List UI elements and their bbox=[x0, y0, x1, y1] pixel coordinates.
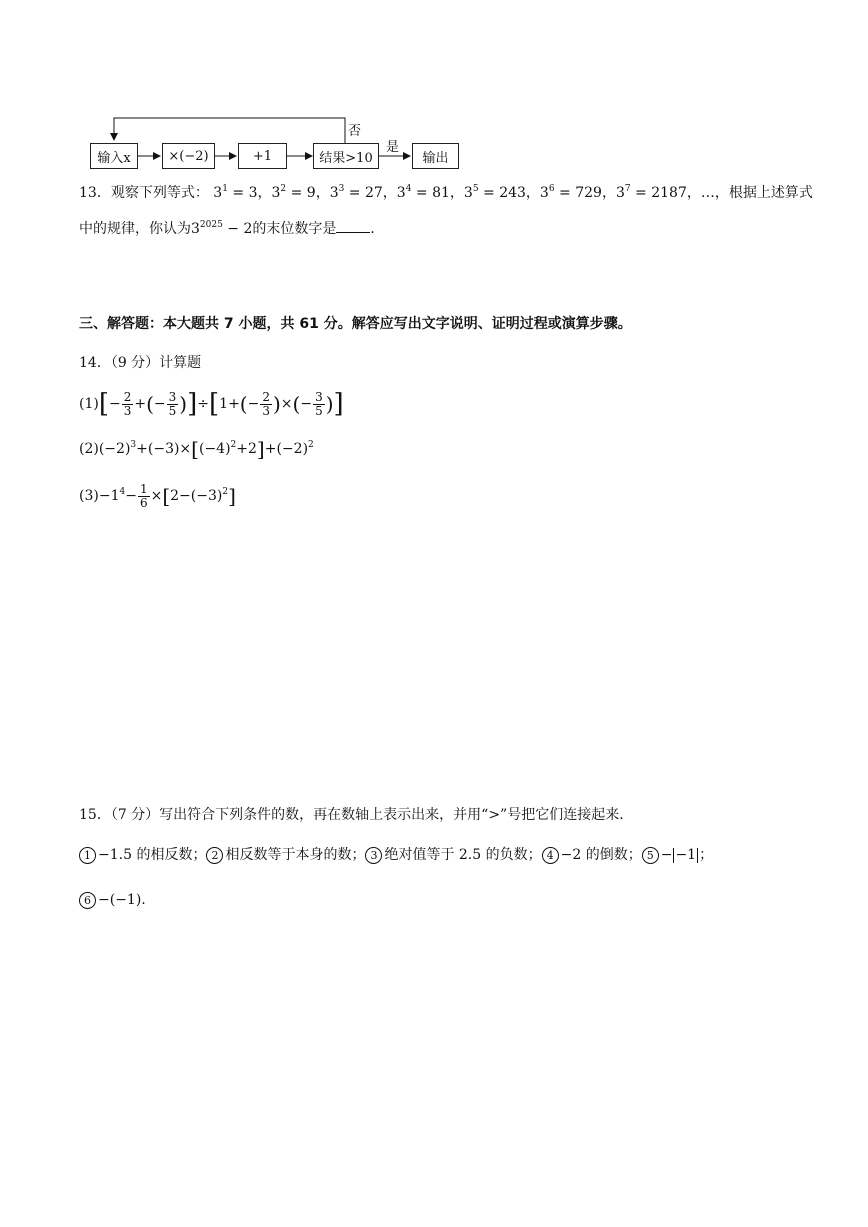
q13-eq-base: 3 bbox=[615, 185, 625, 201]
q13-comma: ， bbox=[449, 185, 464, 201]
q13-answer-blank[interactable] bbox=[336, 218, 370, 233]
q13-equation bbox=[540, 185, 602, 201]
q13-eq-base: 3 bbox=[271, 185, 281, 201]
q13-eq-exp: 2 bbox=[280, 184, 287, 194]
q14-p3-label: (3) bbox=[79, 488, 99, 504]
q15-item-4: −2 的倒数； bbox=[560, 847, 642, 863]
q13-expr-exp: 2025 bbox=[199, 220, 223, 230]
label-no: 否 bbox=[348, 124, 362, 139]
q13-comma: ， bbox=[315, 185, 330, 201]
q13-eq-rhs: = 3 bbox=[227, 185, 258, 201]
q13-eq-base: 3 bbox=[463, 185, 473, 201]
q13-eq-exp: 5 bbox=[472, 184, 479, 194]
flow-box-input: 输入x bbox=[90, 143, 138, 169]
flow-box-multiply: ×(−2) bbox=[162, 143, 215, 169]
q13-intro: 观察下列等式： bbox=[110, 185, 209, 201]
q15-item-2: 相反数等于本身的数； bbox=[225, 847, 366, 863]
q13-eq-base: 3 bbox=[539, 185, 549, 201]
q13-tail: ，…，根据上述算式 bbox=[686, 185, 813, 201]
flow-box-condition: 结果>10 bbox=[313, 143, 379, 169]
q13-eq-rhs: = 243 bbox=[478, 185, 526, 201]
q13-eq-exp: 4 bbox=[405, 184, 412, 194]
q13-equation bbox=[616, 185, 687, 201]
q14-part3: (3) $-1^4-$ $\frac{1}{6}$ $\times[2-(-3)^2]$ bbox=[79, 481, 236, 510]
q15-item-6-expr: −(−1) bbox=[98, 892, 142, 908]
q13-line1 bbox=[79, 183, 813, 203]
q15-items-line2 bbox=[79, 890, 146, 910]
section3-title: 三、解答题：本大题共 7 小题，共 61 分。解答应写出文字说明、证明过程或演算步骤。 bbox=[79, 316, 632, 332]
q13-end: ． bbox=[370, 221, 385, 237]
q15-item-6: . bbox=[141, 892, 146, 908]
flow-box-output: 输出 bbox=[412, 143, 459, 169]
q13-equation bbox=[213, 185, 257, 201]
circled-3: 3 bbox=[365, 847, 382, 864]
q15-header: 15．（7 分）写出符合下列条件的数，再在数轴上表示出来，并用“>”号把它们连接起来． bbox=[79, 807, 634, 823]
q13-equation bbox=[397, 185, 450, 201]
q13-line2 bbox=[79, 218, 384, 239]
circled-6: 6 bbox=[79, 892, 96, 909]
q13-eq-rhs: = 27 bbox=[344, 185, 383, 201]
q13-comma: ， bbox=[525, 185, 540, 201]
q13-number: 13． bbox=[79, 185, 111, 201]
q15-item-3: 绝对值等于 2.5 的负数； bbox=[384, 847, 542, 863]
q13-eq-base: 3 bbox=[396, 185, 406, 201]
q13-eq-exp: 7 bbox=[624, 184, 631, 194]
circled-4: 4 bbox=[542, 847, 559, 864]
circled-5: 5 bbox=[642, 847, 659, 864]
flow-box-add: +1 bbox=[238, 143, 287, 169]
q13-expr-rest: − 2 bbox=[222, 221, 253, 237]
q13-equation bbox=[271, 185, 315, 201]
q13-text-b: 的末位数字是 bbox=[252, 221, 337, 237]
q14-part2: (2) $(-2)^3+(-3)\times[(-4)^2+2]+(-2)^2$ bbox=[79, 437, 314, 461]
q13-eq-rhs: = 9 bbox=[286, 185, 316, 201]
q13-eq-exp: 3 bbox=[338, 184, 345, 194]
q14-header: 14．（9 分）计算题 bbox=[79, 355, 202, 371]
q14-part1: (1) [ − $\frac{2}{3}$ + ( − $\frac{3}{5}$ ) ] ÷ [ 1+ ( − $\frac{2}{3}$ ) × ( − $\frac{3}{5}$ ) ] bbox=[79, 389, 344, 419]
q13-equations bbox=[213, 185, 687, 201]
q13-comma: ， bbox=[382, 185, 397, 201]
q13-expr bbox=[191, 221, 252, 237]
q13-eq-exp: 1 bbox=[222, 184, 228, 194]
q13-expr-base: 3 bbox=[191, 221, 200, 237]
q13-text-a: 中的规律，你认为 bbox=[79, 221, 191, 237]
label-yes: 是 bbox=[386, 140, 400, 155]
q14-p1-label: (1) bbox=[79, 396, 99, 412]
q13-equation bbox=[330, 185, 383, 201]
q14-p2-label: (2) bbox=[79, 441, 99, 457]
q13-eq-rhs: = 729 bbox=[554, 185, 602, 201]
q15-item-1: −1.5 的相反数； bbox=[98, 847, 207, 863]
q15-item-5: ； bbox=[699, 847, 714, 863]
q13-comma: ， bbox=[257, 185, 272, 201]
circled-1: 1 bbox=[79, 847, 96, 864]
q13-eq-base: 3 bbox=[213, 185, 223, 201]
q13-eq-rhs: = 81 bbox=[411, 185, 450, 201]
q13-eq-rhs: = 2187 bbox=[630, 185, 687, 201]
q15-items-line1 bbox=[79, 845, 713, 865]
q13-eq-base: 3 bbox=[329, 185, 339, 201]
q13-eq-exp: 6 bbox=[548, 184, 555, 194]
q15-item-5-expr: − −1 bbox=[660, 847, 697, 863]
q13-equation bbox=[464, 185, 526, 201]
circled-2: 2 bbox=[206, 847, 223, 864]
q13-comma: ， bbox=[601, 185, 616, 201]
